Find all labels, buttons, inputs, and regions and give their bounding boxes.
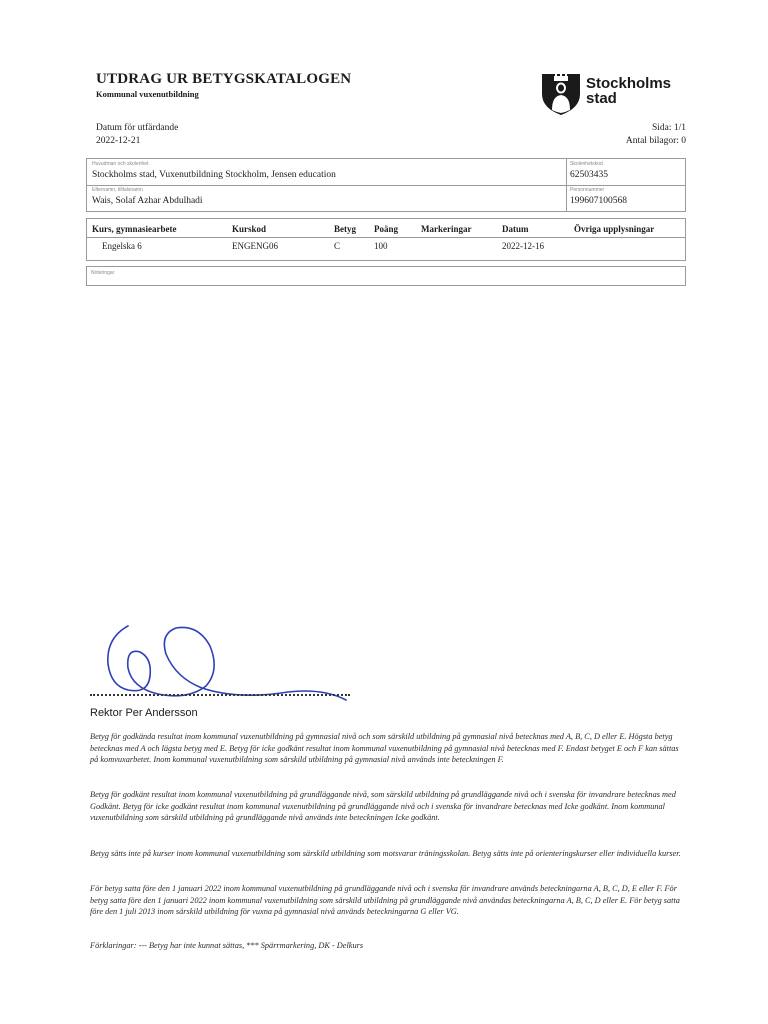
grading-paragraph-2: Betyg för godkänt resultat inom kommunal vuxenutbildning på grundläggande nivå, som särskild utbildning på grundläggande nivå och i svenska för invandrare betecknas med Godkänt. Betyg för icke godkänt resultat inom kommunal vuxenutbildning på grundläggande nivå och i svenska för invandrare betecknas med Icke godkänt. Inom kommunal vuxenutbildning som särskild utbildning på grundläggande nivå används inte beteckningen Icke godkänt. <box>90 790 676 822</box>
grade-cell: C <box>334 241 341 251</box>
notes-box <box>86 266 686 286</box>
school-code-value: 62503435 <box>570 170 608 180</box>
date-cell: 2022-12-16 <box>502 241 544 251</box>
col-header-markings: Markeringar <box>421 224 472 234</box>
signature-line <box>90 694 350 696</box>
logo-wordmark <box>586 76 671 106</box>
col-header-other-info: Övriga upplysningar <box>574 224 655 234</box>
handwritten-signature <box>98 618 348 702</box>
issue-date-label: Datum för utfärdande <box>96 123 179 133</box>
document-title: UTDRAG UR BETYGSKATALOGEN <box>96 71 352 87</box>
name-value: Wais, Solaf Azhar Abdulhadi <box>92 196 203 206</box>
student-info-box <box>86 158 686 212</box>
logo-line-2: stad <box>586 90 617 107</box>
course-code-cell: ENGENG06 <box>232 241 278 251</box>
principal-label: Huvudman och skolenhet <box>92 161 149 167</box>
points-cell: 100 <box>374 241 388 251</box>
grading-paragraph-3: Betyg sätts inte på kurser inom kommunal vuxenutbildning som särskild utbildning som motsvarar träningsskolan. Betyg sätts inte på orienteringskurser eller individuella kurser. <box>90 849 681 858</box>
explanations-line: Förklaringar: --- Betyg har inte kunnat sättas, *** Spärrmarkering, DK - Delkurs <box>90 941 364 950</box>
principal-value: Stockholms stad, Vuxenutbildning Stockholm, Jensen education <box>92 170 336 180</box>
document-subtitle: Kommunal vuxenutbildning <box>96 89 199 99</box>
col-header-course-code: Kurskod <box>232 224 267 234</box>
notes-label: Noteringar <box>91 270 115 276</box>
col-header-date: Datum <box>502 224 529 234</box>
issue-date: 2022-12-21 <box>96 136 141 146</box>
course-name-cell: Engelska 6 <box>102 241 142 251</box>
attachment-count: Antal bilagor: 0 <box>625 136 686 146</box>
col-header-grade: Betyg <box>334 224 356 234</box>
col-header-course: Kurs, gymnasiearbete <box>92 224 177 234</box>
name-label: Efternamn, tilltalsnamn <box>92 187 143 193</box>
course-table <box>86 218 686 261</box>
grading-paragraph-1: Betyg för godkända resultat inom kommunal vuxenutbildning på gymnasial nivå och som särskild utbildning på gymnasial nivå betecknas med A, B, C, D eller E. Högsta betyg betecknas med A och lägsta betyg med E. Betyg för icke godkänt resultat inom kommunal vuxenutbildning på gymnasial nivå betecknas med F. Endast betyget E och F kan sättas på komvuxarbetet. Inom kommunal vuxenutbildning som särskild utbildning på gymnasial nivå används inte beteckningen F. <box>90 732 679 764</box>
logo-line-1: Stockholms <box>586 75 672 92</box>
col-header-points: Poäng <box>374 224 399 234</box>
school-code-label: Skolenhetskod <box>570 161 603 167</box>
signer-name: Rektor Per Andersson <box>90 707 198 719</box>
grading-paragraph-4: För betyg satta före den 1 januari 2022 inom kommunal vuxenutbildning på grundläggande nivå och i svenska för invandrare används beteckningarna A, B, C, D, E eller F. För betyg satta före den 1 januari 2022 inom kommunal vuxenutbildning som särskild utbildning på grundläggande nivå användas beteckningarna A, B, C, D eller E. För betyg satta före den 1 juli 2013 inom särskild utbildning för vuxna på gymnasial nivå används beteckningarna G eller VG. <box>90 884 680 916</box>
personal-number-label: Personnummer <box>570 187 605 193</box>
personal-number-value: 199607100568 <box>570 196 627 206</box>
page-number: Sida: 1/1 <box>651 123 686 133</box>
